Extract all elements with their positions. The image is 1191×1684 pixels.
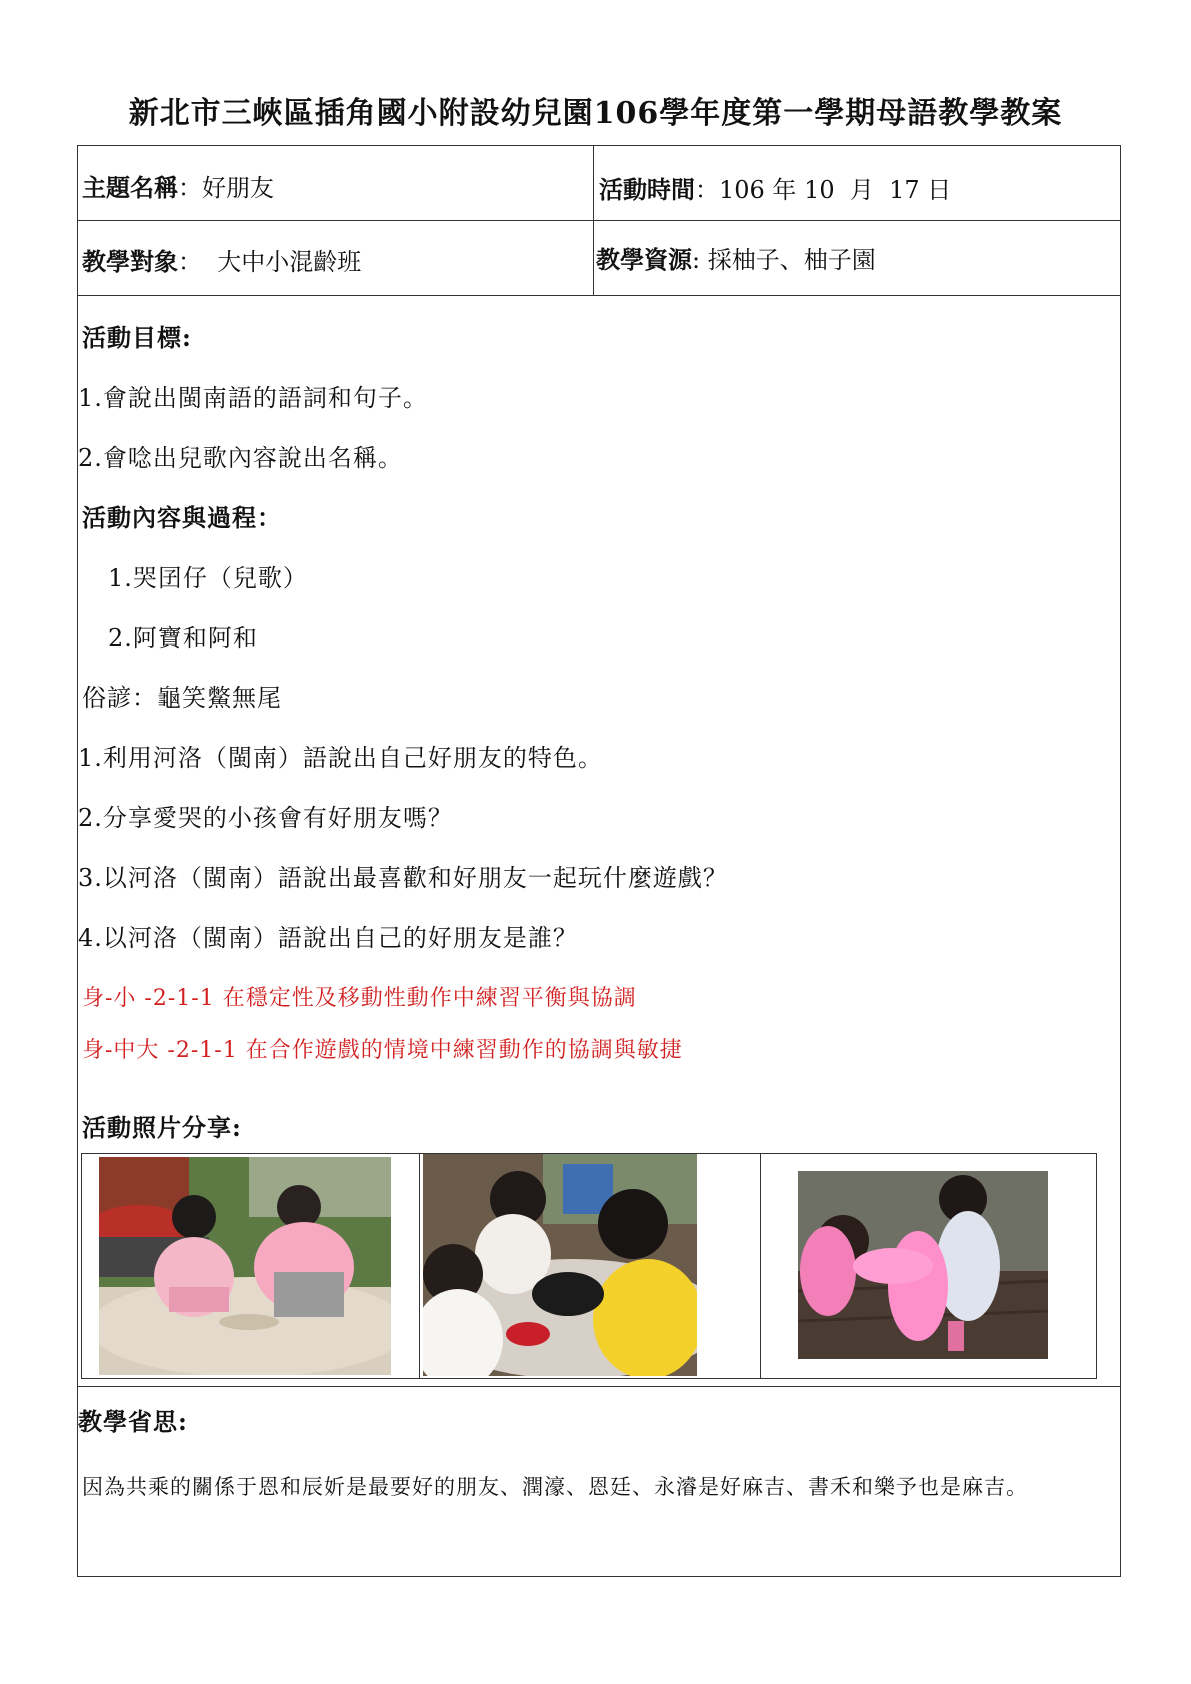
step-item: 2.分享愛哭的小孩會有好朋友嗎？ <box>78 804 453 832</box>
document-title: 新北市三峽區插角國小附設幼兒園106學年度第一學期母語教學教案 <box>128 96 1063 131</box>
reflection-heading: 教學省思: <box>78 1407 188 1436</box>
song-item: 2.阿寶和阿和 <box>108 624 258 652</box>
activity-time-value: ：106 年 10 月 17 日 <box>695 176 952 204</box>
photos-heading: 活動照片分享: <box>82 1113 242 1142</box>
step-item: 3.以河洛（閩南）語說出最喜歡和好朋友一起玩什麼遊戲？ <box>78 864 728 892</box>
row-divider <box>78 1386 1120 1387</box>
activity-time-cell <box>599 170 951 205</box>
photo-row <box>81 1153 1097 1379</box>
audience-label: 教學對象 <box>82 247 178 276</box>
audience-cell <box>82 242 361 277</box>
step-item: 1.利用河洛（閩南）語說出自己好朋友的特色。 <box>78 744 603 772</box>
column-divider <box>593 146 594 295</box>
theme-label: 主題名稱 <box>82 173 178 202</box>
song-item: 1.哭囝仔（兒歌） <box>108 564 308 592</box>
photo-divider <box>419 1154 420 1378</box>
activity-time-label: 活動時間 <box>599 175 695 204</box>
objective-item: 2.會唸出兒歌內容說出名稱。 <box>78 444 403 472</box>
proverb: 俗諺：龜笑鱉無尾 <box>82 684 282 712</box>
sandbox-play-photo <box>99 1157 391 1375</box>
photo-divider <box>760 1154 761 1378</box>
content-heading: 活動內容與過程： <box>82 503 282 532</box>
step-item: 4.以河洛（閩南）語說出自己的好朋友是誰？ <box>78 924 578 952</box>
feather-boa-photo <box>798 1171 1048 1359</box>
resources-label: 教學資源 <box>596 245 692 274</box>
objective-item: 1.會說出閩南語的語詞和句子。 <box>78 384 428 412</box>
row-divider <box>78 220 1120 221</box>
objectives-heading: 活動目標: <box>82 323 192 352</box>
theme-cell <box>82 168 274 203</box>
standard-item: 身-小 -2-1-1 在穩定性及移動性動作中練習平衡與協調 <box>82 986 637 1011</box>
audience-value: ： 大中小混齡班 <box>178 248 362 276</box>
row-divider <box>78 295 1120 296</box>
theme-value: ：好朋友 <box>178 174 274 202</box>
lesson-plan-table <box>77 145 1121 1577</box>
reflection-text: 因為共乘的關係于恩和辰妡是最要好的朋友、潤濠、恩廷、永濬是好麻吉、書禾和樂予也是麻吉。 <box>82 1475 1028 1499</box>
resources-cell <box>596 240 876 275</box>
standard-item: 身-中大 -2-1-1 在合作遊戲的情境中練習動作的協調與敏捷 <box>82 1038 683 1063</box>
washing-bucket-photo <box>423 1154 697 1376</box>
resources-value: : 採柚子、柚子園 <box>692 246 876 274</box>
